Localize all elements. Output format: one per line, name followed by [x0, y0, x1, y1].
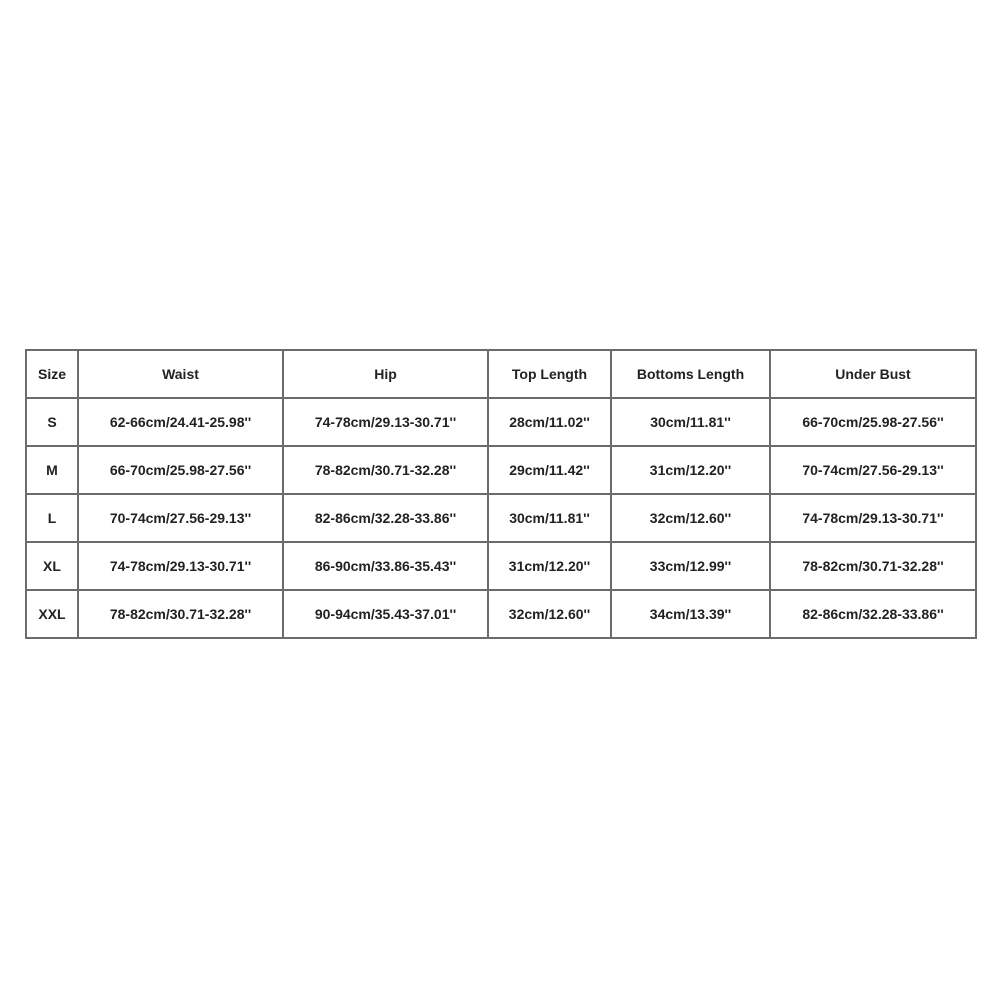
cell-top-length: 32cm/12.60'': [488, 590, 611, 638]
header-top-length: Top Length: [488, 350, 611, 398]
cell-size: S: [26, 398, 78, 446]
cell-waist: 66-70cm/25.98-27.56'': [78, 446, 283, 494]
cell-under-bust: 78-82cm/30.71-32.28'': [770, 542, 976, 590]
cell-hip: 78-82cm/30.71-32.28'': [283, 446, 488, 494]
cell-hip: 86-90cm/33.86-35.43'': [283, 542, 488, 590]
cell-hip: 74-78cm/29.13-30.71'': [283, 398, 488, 446]
cell-size: XL: [26, 542, 78, 590]
header-waist: Waist: [78, 350, 283, 398]
table-header-row: [26, 350, 976, 398]
cell-waist: 62-66cm/24.41-25.98'': [78, 398, 283, 446]
table-row: [26, 494, 976, 542]
cell-top-length: 29cm/11.42'': [488, 446, 611, 494]
header-bottoms-length: Bottoms Length: [611, 350, 770, 398]
cell-bottoms-length: 30cm/11.81'': [611, 398, 770, 446]
cell-top-length: 28cm/11.02'': [488, 398, 611, 446]
cell-under-bust: 70-74cm/27.56-29.13'': [770, 446, 976, 494]
table-row: [26, 590, 976, 638]
cell-waist: 74-78cm/29.13-30.71'': [78, 542, 283, 590]
table-row: [26, 398, 976, 446]
cell-bottoms-length: 34cm/13.39'': [611, 590, 770, 638]
header-hip: Hip: [283, 350, 488, 398]
cell-hip: 90-94cm/35.43-37.01'': [283, 590, 488, 638]
cell-bottoms-length: 32cm/12.60'': [611, 494, 770, 542]
cell-bottoms-length: 33cm/12.99'': [611, 542, 770, 590]
cell-top-length: 31cm/12.20'': [488, 542, 611, 590]
cell-top-length: 30cm/11.81'': [488, 494, 611, 542]
cell-size: L: [26, 494, 78, 542]
cell-waist: 78-82cm/30.71-32.28'': [78, 590, 283, 638]
cell-bottoms-length: 31cm/12.20'': [611, 446, 770, 494]
size-chart-table: [25, 349, 977, 639]
cell-waist: 70-74cm/27.56-29.13'': [78, 494, 283, 542]
table-row: [26, 542, 976, 590]
cell-under-bust: 82-86cm/32.28-33.86'': [770, 590, 976, 638]
cell-hip: 82-86cm/32.28-33.86'': [283, 494, 488, 542]
header-under-bust: Under Bust: [770, 350, 976, 398]
cell-under-bust: 66-70cm/25.98-27.56'': [770, 398, 976, 446]
table-row: [26, 446, 976, 494]
cell-size: XXL: [26, 590, 78, 638]
header-size: Size: [26, 350, 78, 398]
cell-size: M: [26, 446, 78, 494]
cell-under-bust: 74-78cm/29.13-30.71'': [770, 494, 976, 542]
